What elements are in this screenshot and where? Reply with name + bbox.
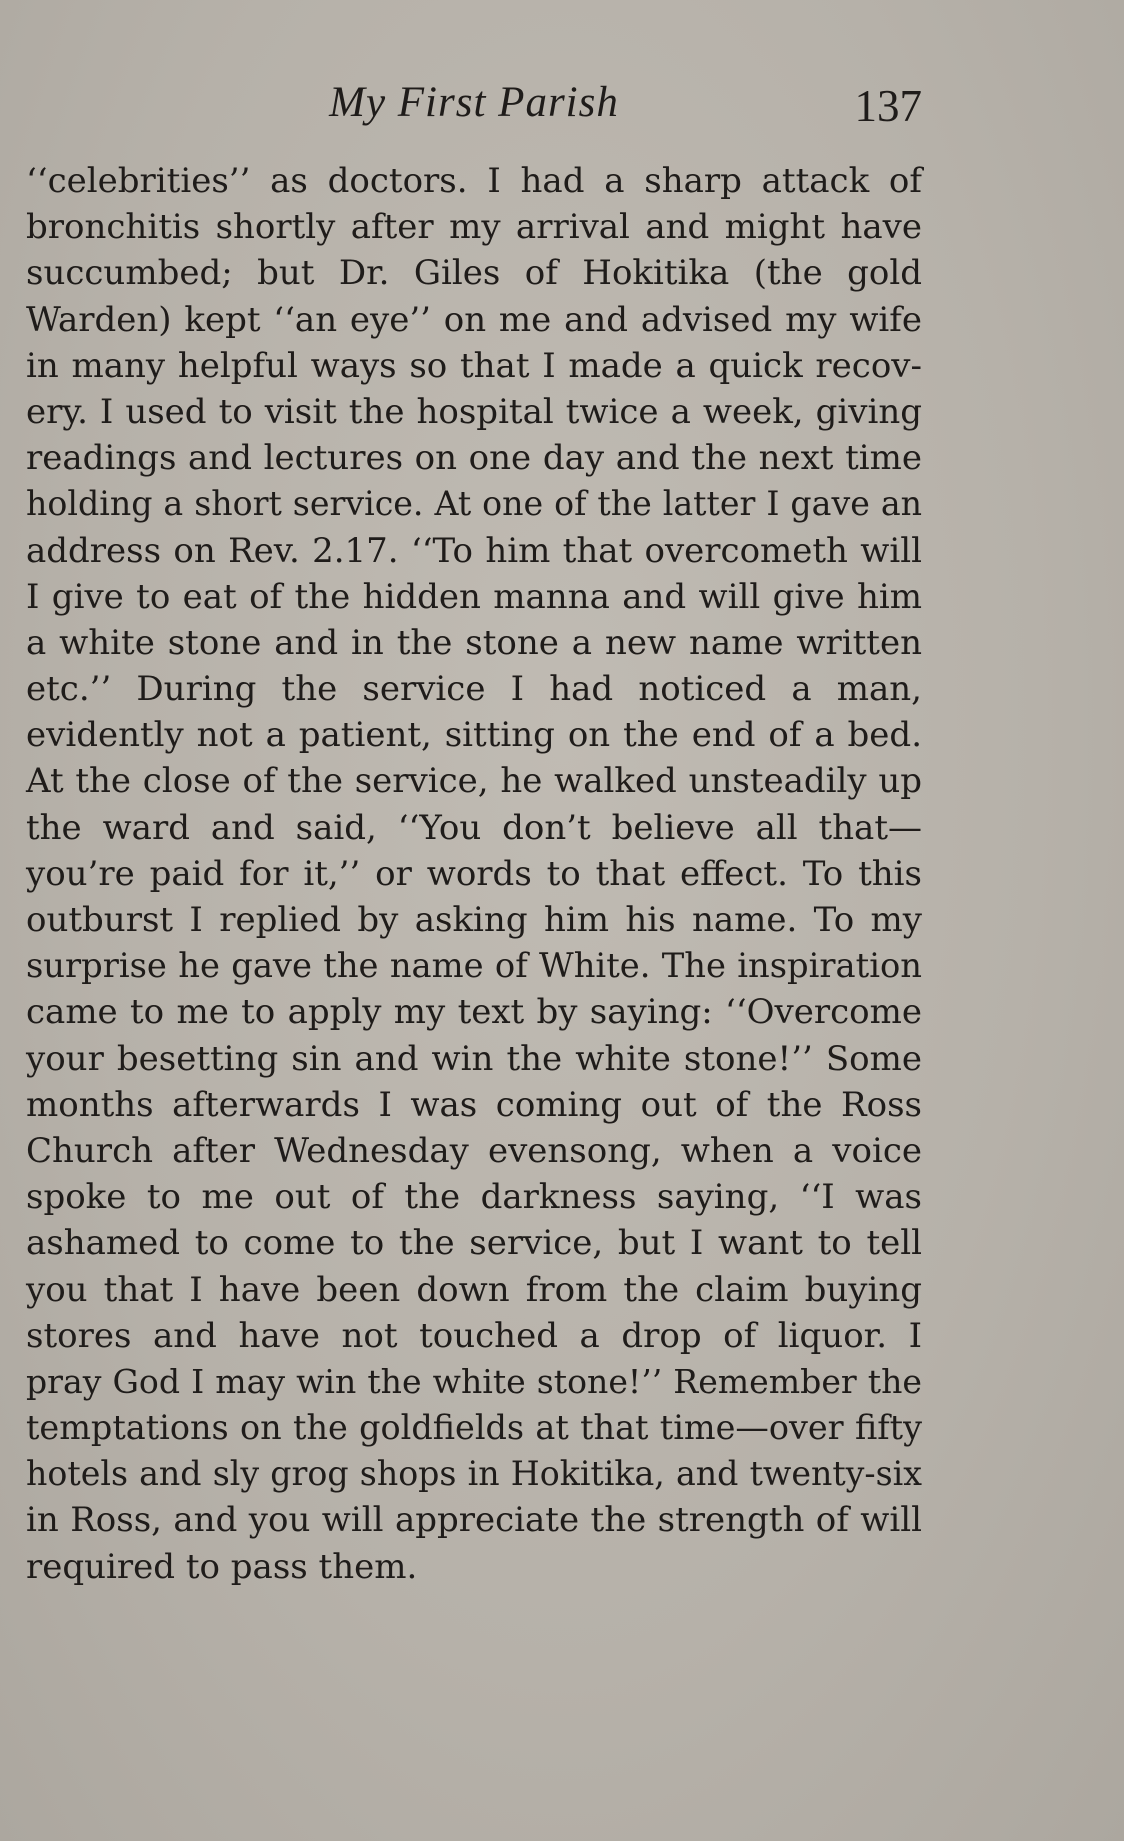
text-line: months afterwards I was coming out of the Ross [26,1084,922,1125]
text-line: a white stone and in the stone a new name written [26,622,922,663]
text-line: evidently not a patient, sitting on the end of a bed. [26,715,922,756]
text-line: address on Rev. 2.17. ‘‘To him that overcometh will [26,530,922,571]
text-line: the ward and said, ‘‘You don’t believe all that— [26,807,922,848]
text-line: At the close of the service, he walked unsteadily up [26,761,922,802]
text-line: in Ross, and you will appreciate the strength of will [26,1500,922,1541]
text-line: pray God I may win the white stone!’’ Remember the [26,1361,922,1401]
page-number: 137 [854,81,922,131]
text-line: surprise he gave the name of White. The inspiration [26,946,922,986]
text-line: outburst I replied by asking him his name. To my [26,900,922,940]
text-line: holding a short service. At one of the latter I gave an [26,484,922,524]
text-line: stores and have not touched a drop of liquor. I [26,1315,922,1356]
text-line: hotels and sly grog shops in Hokitika, and twenty-six [26,1454,922,1494]
text-line: readings and lectures on one day and the next time [26,438,922,479]
text-line: ashamed to come to the service, but I want to tell [26,1223,922,1264]
text-line: I give to eat of the hidden manna and will give him [26,576,922,617]
text-line: temptations on the goldfields at that time—over fifty [26,1408,922,1448]
text-line: your besetting sin and win the white stone!’’ Some [26,1038,922,1079]
text-line: you that I have been down from the claim buying [26,1269,922,1310]
text-line: in many helpful ways so that I made a quick recov- [26,345,922,386]
text-line: Church after Wednesday evensong, when a voice [26,1130,922,1171]
text-line: ery. I used to visit the hospital twice a week, giving [26,391,922,432]
text-line: required to pass them. [26,1546,418,1587]
text-line: bronchitis shortly after my arrival and might have [26,207,922,248]
text-line: Warden) kept ‘‘an eye’’ on me and advised my wife [26,299,922,340]
text-line: etc.’’ During the service I had noticed a man, [26,669,922,710]
text-line: succumbed; but Dr. Giles of Hokitika (the gold [26,253,922,294]
running-head [26,74,922,134]
body-text [26,158,922,1590]
text-line: you’re paid for it,’’ or words to that effect. To this [26,853,922,894]
text-line: ‘‘celebrities’’ as doctors. I had a sharp attack of [26,161,922,201]
running-title: My First Parish [329,79,619,126]
text-line: spoke to me out of the darkness saying, ‘‘I was [26,1177,922,1218]
text-line: came to me to apply my text by saying: ‘‘Overcome [26,992,922,1033]
